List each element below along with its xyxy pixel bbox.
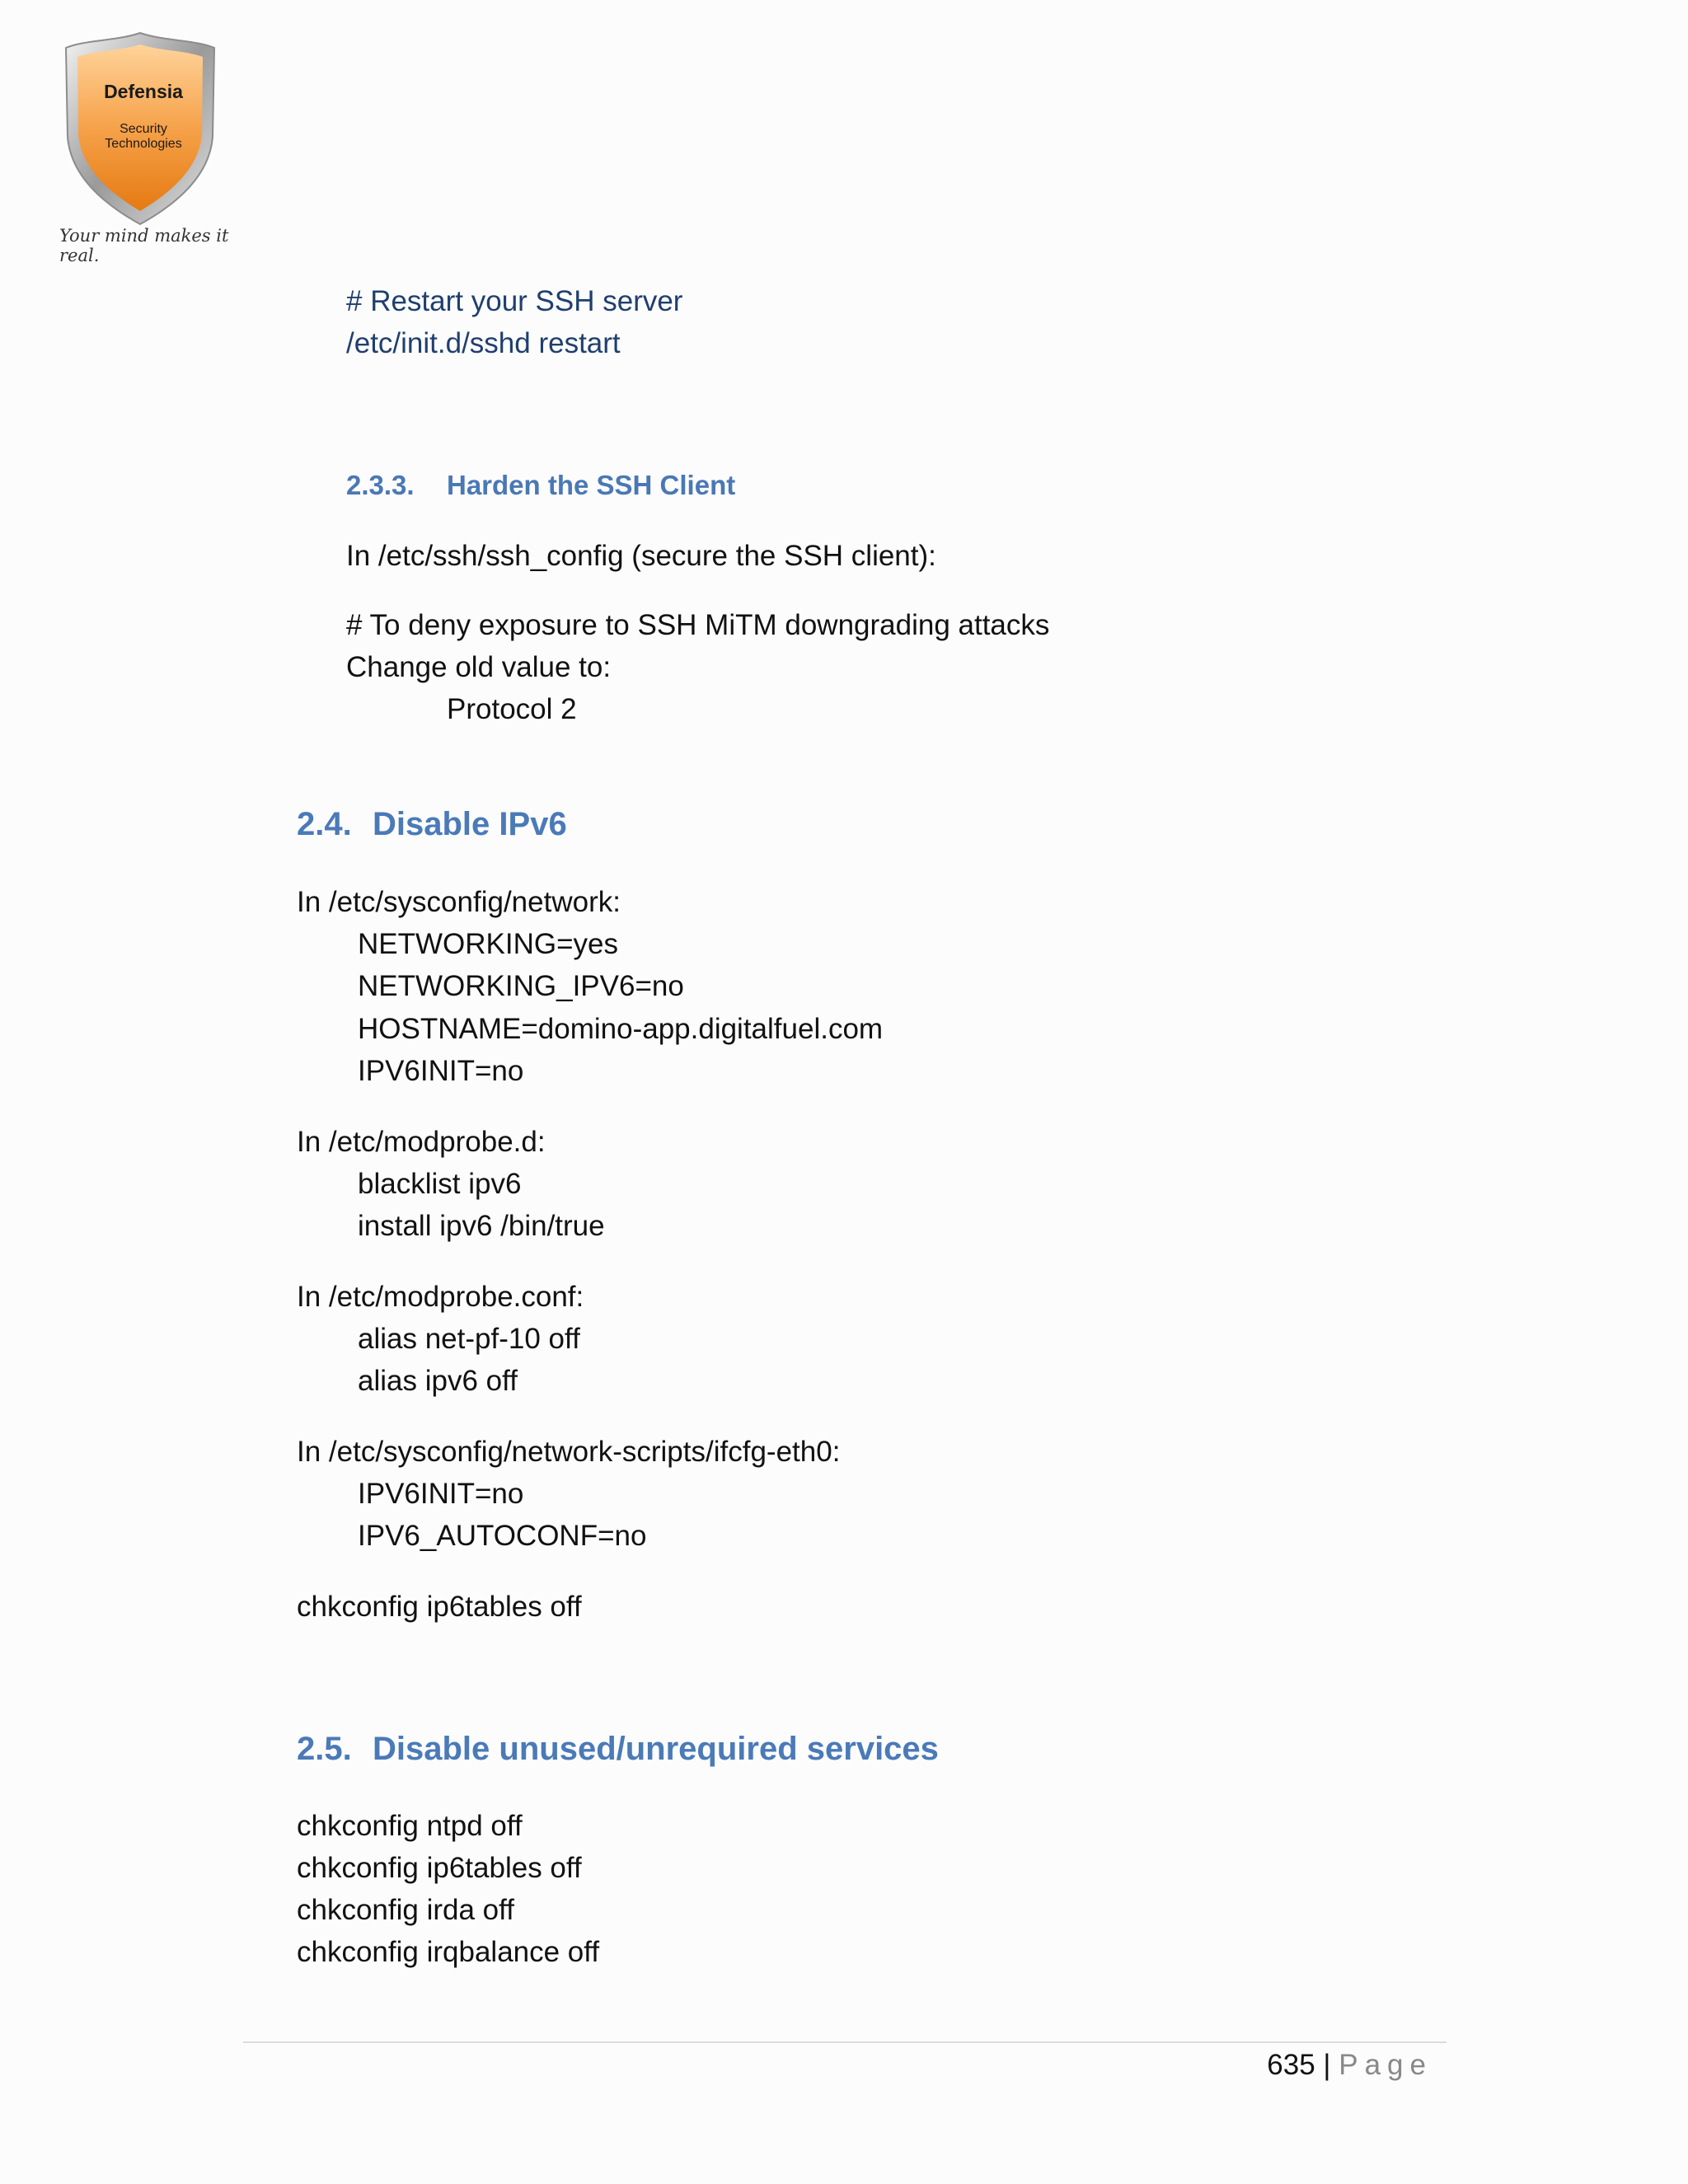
page-label: Page bbox=[1339, 2049, 1432, 2081]
section-2-4-title: Disable IPv6 bbox=[373, 806, 567, 842]
config-line: install ipv6 /bin/true bbox=[358, 1210, 605, 1242]
ip6tables-line: chkconfig ip6tables off bbox=[297, 1591, 582, 1623]
mitm-comment: # To deny exposure to SSH MiTM downgrading attacks bbox=[346, 609, 1050, 641]
service-line: chkconfig irqbalance off bbox=[297, 1936, 600, 1968]
section-2-3-3-title: Harden the SSH Client bbox=[447, 470, 736, 500]
config-line: IPV6INIT=no bbox=[358, 1478, 524, 1510]
restart-comment: # Restart your SSH server bbox=[346, 285, 683, 317]
config-line: NETWORKING=yes bbox=[358, 928, 619, 960]
logo-brand: Defensia bbox=[104, 81, 183, 102]
change-value-line: Change old value to: bbox=[346, 651, 612, 683]
config-line: NETWORKING_IPV6=no bbox=[358, 970, 684, 1002]
logo-tagline: Your mind makes it real. bbox=[59, 226, 229, 265]
block-file-line: In /etc/modprobe.conf: bbox=[297, 1281, 584, 1313]
config-line: alias net-pf-10 off bbox=[358, 1323, 580, 1355]
block-file-line: In /etc/sysconfig/network: bbox=[297, 886, 621, 918]
page-number: 635 bbox=[1267, 2049, 1315, 2081]
footer-separator: | bbox=[1323, 2049, 1331, 2081]
footer-divider bbox=[243, 2041, 1447, 2043]
config-line: HOSTNAME=domino-app.digitalfuel.com bbox=[358, 1013, 884, 1045]
service-line: chkconfig irda off bbox=[297, 1894, 514, 1926]
config-line: alias ipv6 off bbox=[358, 1365, 518, 1397]
section-2-4-number: 2.4. bbox=[297, 806, 352, 842]
restart-command: /etc/init.d/sshd restart bbox=[346, 327, 621, 359]
section-2-5-title: Disable unused/unrequired services bbox=[373, 1731, 939, 1767]
block-file-line: In /etc/sysconfig/network-scripts/ifcfg-eth0: bbox=[297, 1436, 841, 1468]
section-2-5-number: 2.5. bbox=[297, 1731, 352, 1767]
service-line: chkconfig ntpd off bbox=[297, 1810, 523, 1842]
config-line: IPV6_AUTOCONF=no bbox=[358, 1520, 647, 1552]
ssh-config-file-line: In /etc/ssh/ssh_config (secure the SSH client): bbox=[346, 540, 936, 572]
page-footer bbox=[1267, 2047, 1432, 2083]
protocol-value: Protocol 2 bbox=[447, 693, 577, 725]
block-file-line: In /etc/modprobe.d: bbox=[297, 1126, 546, 1158]
config-line: blacklist ipv6 bbox=[358, 1168, 522, 1200]
company-logo bbox=[58, 30, 239, 265]
section-2-3-3-number: 2.3.3. bbox=[346, 470, 415, 500]
service-line: chkconfig ip6tables off bbox=[297, 1852, 582, 1884]
config-line: IPV6INIT=no bbox=[358, 1055, 524, 1087]
logo-subtitle: Security Technologies bbox=[105, 122, 182, 151]
